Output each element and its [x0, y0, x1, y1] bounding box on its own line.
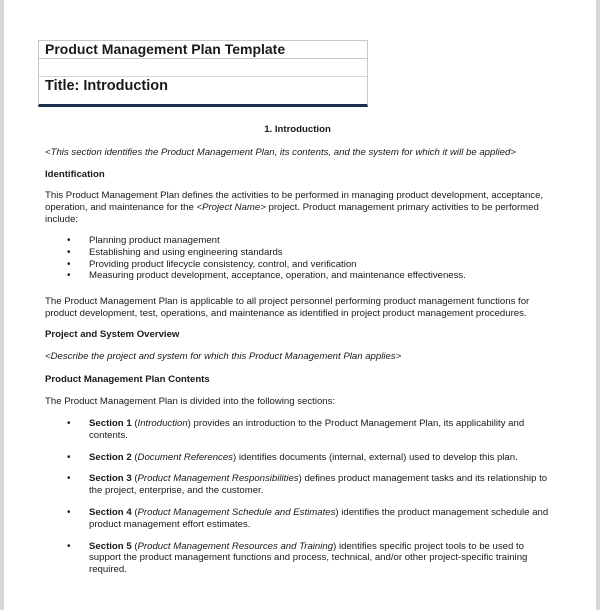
section-name: Document References — [137, 451, 233, 463]
section-name: Introduction — [137, 418, 188, 429]
overview-note: <Describe the project and system for which this Product Management Plan applies> — [45, 351, 402, 362]
contents-heading: Product Management Plan Contents — [45, 374, 210, 385]
intro-note: <This section identifies the Product Management Plan, its contents, and the system for which it will be applied> — [45, 147, 516, 158]
list-item: • Providing product lifecycle consistency, control, and verification — [45, 259, 550, 271]
section-name: Product Management Schedule and Estimates — [137, 506, 336, 518]
list-item: • Planning product management — [45, 235, 550, 247]
page-edge-left — [0, 0, 4, 610]
section-label: Section 1 — [89, 418, 132, 429]
identification-paragraph-2: The Product Management Plan is applicable to all project personnel performing product management functions for product development, test, operations, and maintenance as identified in project product management procedures. — [45, 296, 530, 319]
header-spacer-row — [39, 59, 367, 77]
sections-list — [45, 418, 550, 576]
section-label: Section 2 — [89, 451, 132, 463]
identification-heading: Identification — [45, 169, 105, 180]
list-item: • Establishing and using engineering standards — [45, 247, 550, 259]
section-name: Product Management Resources and Training — [137, 540, 334, 552]
section-text: identifies the product management schedule and product management effort estimates. — [89, 506, 549, 530]
intro-heading: 1. Introduction — [264, 124, 331, 135]
section-label: Section 3 — [89, 473, 132, 485]
section-item: • Section 2 (Document References) identifies documents (internal, external) used to develop this plan. — [45, 452, 550, 464]
contents-intro: The Product Management Plan is divided into the following sections: — [45, 396, 336, 407]
section-title: Title: Introduction — [45, 78, 168, 94]
section-label: Section 5 — [89, 540, 132, 552]
section-item: • Section 1 (Introduction) provides an introduction to the Product Management Plan, its applicability and contents. — [45, 418, 550, 442]
header-table — [38, 40, 368, 107]
section-text: defines product management tasks and its relationship to the project, enterprise, and the customer. — [89, 473, 548, 497]
section-text: identifies documents (internal, external) used to develop this plan. — [236, 451, 518, 463]
identification-text: This Product Management Plan defines the activities to be performed in managing product development, acceptance, operation, and maintenance for the <Project Name> project. Product management primary activities to be performed include: — [45, 190, 544, 225]
section-name: Product Management Responsibilities — [137, 473, 299, 485]
template-title: Product Management Plan Template — [39, 41, 367, 59]
section-label: Section 4 — [89, 506, 132, 518]
overview-heading: Project and System Overview — [45, 329, 180, 340]
section-item: • Section 5 (Product Management Resources and Training) identifies specific project tools to be used to support the product management functions and process, technical, and/or other project-specific training required. — [45, 541, 550, 576]
section-text: provides an introduction to the Product Management Plan, its applicability and contents. — [89, 418, 525, 441]
list-item: • Measuring product development, acceptance, operation, and maintenance effectiveness. — [45, 270, 550, 282]
section-text: identifies specific project tools to be used to support the product management functions and process, technical, and/or other project-specific training required. — [89, 540, 528, 576]
identification-paragraph-1 — [45, 190, 550, 225]
page-edge-right — [596, 0, 600, 610]
section-item: • Section 4 (Product Management Schedule and Estimates) identifies the product management schedule and product management effort estimates. — [45, 507, 550, 531]
activities-list — [45, 235, 550, 282]
section-item: • Section 3 (Product Management Responsibilities) defines product management tasks and its relationship to the project, enterprise, and the customer. — [45, 473, 550, 497]
